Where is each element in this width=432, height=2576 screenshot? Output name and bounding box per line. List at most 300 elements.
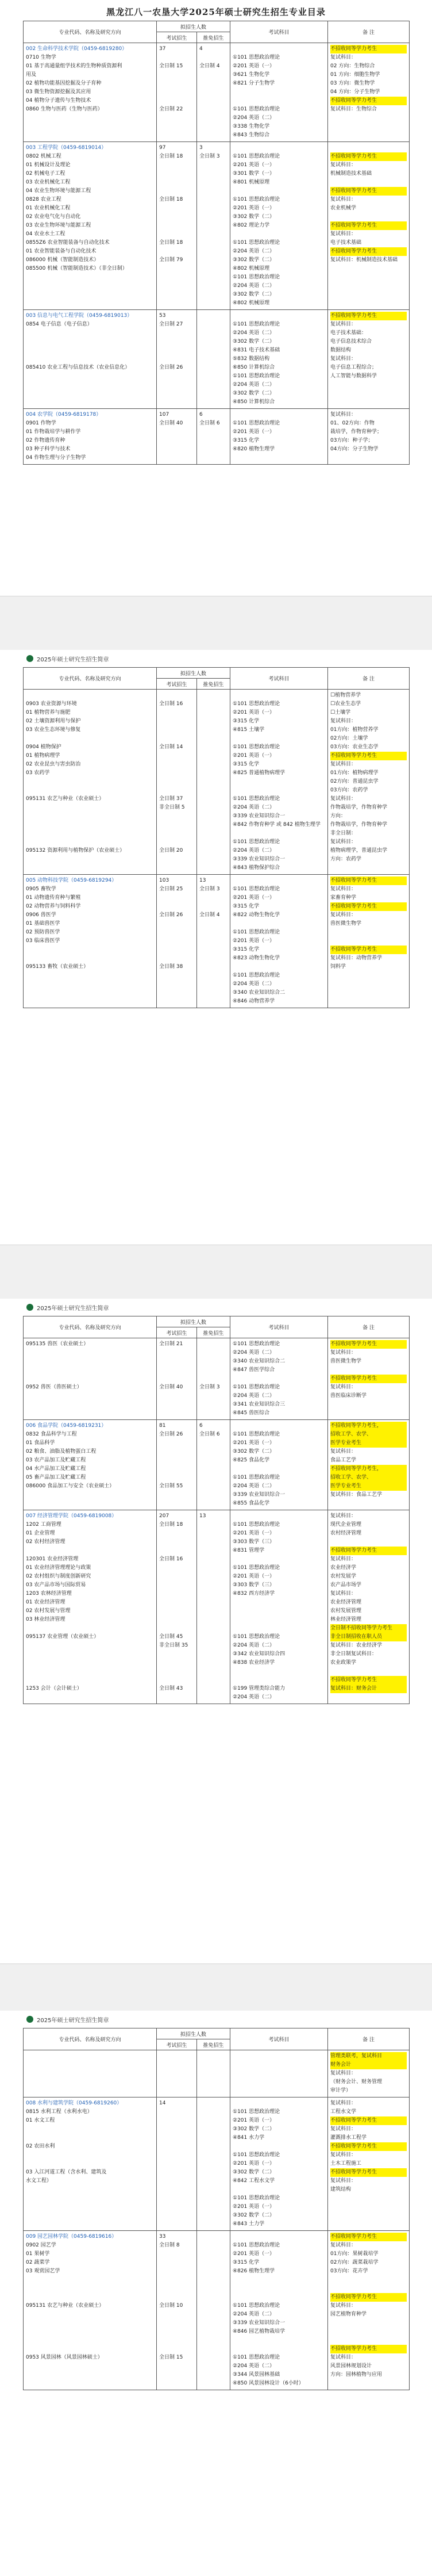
cell-line [330, 144, 407, 152]
cell-line: ④845 兽医综合 [233, 1410, 270, 1416]
cell-line [199, 1366, 227, 1375]
cell-line [199, 1667, 227, 1676]
cell-line: ③302 数学（二） [233, 2213, 275, 2218]
cell-line [199, 734, 227, 743]
cell-line [199, 700, 227, 709]
cell-line: 非全日制复试科目： [330, 1651, 377, 1657]
cell-line [159, 1456, 194, 1465]
major-cell [24, 310, 157, 409]
exam-subjects-cell [230, 2097, 328, 2231]
cell-line: 灌溉排水工程学 [330, 2135, 367, 2141]
cell-line: 农业政策学 [330, 1660, 357, 1666]
cell-line: ②201 英语（一） [233, 162, 275, 168]
cell-line [233, 2276, 325, 2284]
department-row [24, 2231, 410, 2390]
cell-line [159, 1529, 194, 1538]
notes-cell [328, 2050, 410, 2097]
cell-line [159, 161, 194, 170]
cell-line [199, 178, 227, 187]
cell-line: 全日制 21 [159, 1341, 183, 1347]
cell-line [199, 196, 227, 204]
cell-line: 园艺植物育种学 [330, 2311, 367, 2317]
cell-line [159, 1581, 194, 1590]
cell-line: ④850 计算机综合 [233, 399, 275, 405]
cell-line: ④847 兽医学综合 [233, 1367, 275, 1373]
cell-line [199, 2116, 227, 2125]
university-emblem-icon [26, 655, 33, 662]
cell-line: 复试科目： [330, 1384, 357, 1390]
cell-line [199, 812, 227, 821]
cell-line: 农产品市场学 [330, 1582, 362, 1588]
cell-line: ③302 数学（二） [233, 292, 275, 297]
cell-line: ④802 机械原理 [233, 300, 270, 306]
cell-line: 04 作物生理与分子生物学 [26, 455, 86, 461]
cell-line: 不招收同等学力考生 [330, 2293, 407, 2302]
cell-line [159, 2345, 194, 2353]
exam-quota-cell [157, 2050, 197, 2097]
cell-line [199, 2233, 227, 2241]
cell-line: 6 [199, 412, 203, 418]
cell-line [233, 2336, 325, 2345]
exam-subjects-cell [230, 43, 328, 142]
cell-line [26, 1624, 154, 1633]
cell-line [233, 2069, 325, 2078]
cell-line [159, 1624, 194, 1633]
major-cell [24, 2231, 157, 2390]
cell-line: 非全日制： [330, 830, 357, 836]
recommend-quota-cell [197, 142, 230, 310]
cell-line: 兽医微生物学 [330, 1358, 362, 1364]
cell-line: 01 果树学 [26, 2251, 50, 2257]
cell-line [159, 2250, 194, 2259]
cell-line [26, 2151, 154, 2160]
cell-line [233, 1555, 325, 1564]
cell-line: 复试科目： [330, 912, 357, 918]
cell-line [199, 247, 227, 256]
cell-line: 全日制 43 [159, 1686, 183, 1691]
cell-line [26, 1349, 154, 1357]
cell-line [199, 691, 227, 700]
cell-line: 007 经济管理学院（0459-6819008） [26, 1513, 117, 1519]
cell-line: 04方向：分子生物学 [330, 446, 379, 452]
cell-line: 97 [159, 145, 166, 151]
running-header [0, 1299, 432, 1316]
cell-line [199, 346, 227, 355]
cell-line: 02 机械电子工程 [26, 171, 65, 177]
page-gap [0, 596, 432, 651]
cell-line [199, 437, 227, 445]
cell-line: 03 农产品加工及贮藏工程 [26, 1457, 86, 1463]
cell-line: ④841 水力学 [233, 2135, 265, 2141]
document-title: 黑龙江八一农垦大学2025年硕士研究生招生专业目录 [106, 7, 326, 17]
recommend-quota-cell [197, 2231, 230, 2390]
cell-line: 全日制 6 [199, 420, 220, 426]
cell-line: 085500 机械（智能制造技术）（非全日制） [26, 266, 128, 271]
cell-line: 03 方向：微生物学 [330, 81, 375, 86]
cell-line [159, 2134, 194, 2142]
cell-line [26, 1357, 154, 1366]
cell-line: 003 工程学院（0459-6819014） [26, 145, 107, 151]
header-exam: 考试招生 [157, 1327, 197, 1338]
cell-line [199, 1598, 227, 1607]
cell-line [159, 2267, 194, 2276]
cell-line: 复试科目： [330, 2178, 357, 2184]
cell-line: ②204 英语（二） [233, 2363, 275, 2369]
cell-line [159, 726, 194, 734]
cell-line: 14 [159, 2100, 166, 2106]
cell-line: 兽医临床诊断学 [330, 1393, 367, 1399]
cell-line: 非全日制 5 [159, 805, 185, 810]
cell-line [199, 920, 227, 928]
cell-line [199, 1616, 227, 1624]
cell-line: 3 [199, 145, 203, 151]
cell-line: 0710 生物学 [26, 55, 56, 60]
cell-line: 全日制 45 [159, 1634, 183, 1640]
cell-line: ③315 化学 [233, 904, 260, 909]
cell-line [26, 821, 154, 829]
cell-line [199, 847, 227, 855]
cell-line [199, 71, 227, 79]
cell-line [233, 786, 325, 795]
cell-line: 33 [159, 2234, 166, 2240]
cell-line [233, 2078, 325, 2087]
header-notes: 备 注 [328, 21, 410, 43]
cell-line [159, 355, 194, 363]
cell-line [159, 1676, 194, 1685]
cell-line [26, 838, 154, 847]
notes-cell [328, 875, 410, 1008]
notes-cell [328, 43, 410, 142]
cell-line: 095131 农艺与种业（农业硕士） [26, 796, 105, 802]
cell-line: 复试科目： [330, 2303, 357, 2309]
cell-line: 03方向：农业生态学 [330, 744, 379, 750]
cell-line: 非全日制招收在职人员 [330, 1633, 407, 1641]
cell-line: ②201 英语（一） [233, 753, 275, 759]
cell-line [199, 312, 227, 320]
exam-subjects-cell [230, 142, 328, 310]
cell-line [26, 778, 154, 786]
cell-line [233, 1676, 325, 1685]
cell-line [159, 2310, 194, 2319]
cell-line: 全日制 8 [159, 2242, 180, 2248]
cell-line: 01 水文工程 [26, 2118, 55, 2123]
cell-line [26, 803, 154, 812]
cell-line [26, 1650, 154, 1659]
cell-line: ④825 普通植物病理学 [233, 770, 286, 776]
cell-line: ①101 思想政治理论 [233, 796, 280, 802]
exam-subjects-cell [230, 1338, 328, 1420]
cell-line: ①101 思想政治理论 [233, 240, 280, 246]
major-cell [24, 1510, 157, 1704]
cell-line: ①101 思想政治理论 [233, 886, 280, 892]
cell-line: 02 农村发展与管理 [26, 1608, 71, 1614]
cell-line [159, 2259, 194, 2267]
department-row [24, 1420, 410, 1510]
cell-line: 不招收同等学力考生 [330, 45, 407, 53]
header-quota: 拟招生人数 [157, 2028, 230, 2039]
cell-line: 家畜育种学 [330, 895, 357, 901]
cell-line [199, 1633, 227, 1641]
cell-line: ☐植物营养学 [330, 692, 361, 698]
cell-line: 建筑结构 [330, 2187, 352, 2192]
cell-line: 02 农田水利 [26, 2144, 55, 2149]
recommend-quota-cell [197, 1420, 230, 1510]
exam-quota-cell [157, 2097, 197, 2231]
cell-line [159, 454, 194, 462]
cell-line: 6 [199, 1423, 203, 1429]
cell-line: ②204 英语（二） [233, 382, 275, 388]
cell-line [233, 187, 325, 196]
cell-line: ①101 思想政治理论 [233, 154, 280, 159]
cell-line [159, 1375, 194, 1383]
cell-line: 095137 农业管理（农业硕士） [26, 1634, 99, 1640]
cell-line: 01 农业智能装备与自动化技术 [26, 248, 97, 254]
cell-line [159, 946, 194, 954]
cell-line: ①101 思想政治理论 [233, 929, 280, 935]
cell-line: ①101 思想政治理论 [233, 197, 280, 202]
cell-line [330, 1667, 407, 1676]
cell-line: 02 作物遗传育种 [26, 438, 65, 443]
cell-line [199, 355, 227, 363]
cell-line [199, 105, 227, 114]
cell-line: 03 农产品市场与国际贸易 [26, 1582, 86, 1588]
cell-line [199, 2125, 227, 2134]
cell-line: 植物病理学，普通昆虫学 [330, 848, 388, 853]
cell-line [199, 2267, 227, 2276]
cell-line: ②201 英语（一） [233, 2118, 275, 2123]
cell-line: 复试科目： [330, 839, 357, 845]
cell-line [199, 338, 227, 346]
recommend-quota-cell [197, 1338, 230, 1420]
cell-line: ⑥850 计算机综合 [233, 365, 275, 370]
major-cell [24, 1420, 157, 1510]
cell-line [199, 2336, 227, 2345]
cell-line [233, 2284, 325, 2293]
cell-line [159, 2328, 194, 2336]
cell-line [199, 2142, 227, 2151]
exam-quota-cell [157, 409, 197, 465]
cell-line: 电子信息技术综合 [330, 339, 372, 345]
cell-line: ③315 化学 [233, 718, 260, 724]
cell-line: 02 蔬菜学 [26, 2260, 50, 2265]
cell-line [159, 894, 194, 902]
cell-line [330, 2319, 407, 2328]
cell-line [199, 2345, 227, 2353]
cell-line [199, 2160, 227, 2168]
cell-line: ③302 数学（二） [233, 257, 275, 263]
cell-line: ①101 思想政治理论 [233, 1565, 280, 1571]
cell-line: 风景园林规划设计 [330, 2363, 372, 2369]
cell-line: ④826 植物生理学 [233, 2268, 275, 2274]
major-catalog-table [23, 667, 410, 1008]
cell-line: ①101 思想政治理论 [233, 2242, 280, 2248]
cell-line [199, 2250, 227, 2259]
cell-line [159, 1564, 194, 1572]
cell-line [26, 2336, 154, 2345]
cell-line: 04 农业水土工程 [26, 231, 65, 237]
cell-line: 复试科目： [330, 1513, 357, 1519]
header-exam: 考试招生 [157, 679, 197, 690]
cell-line: ①101 思想政治理论 [233, 1431, 280, 1437]
running-header-text: 2025年硕士研究生招生简章 [37, 2017, 109, 2024]
cell-line [199, 2151, 227, 2160]
cell-line: ④832 西方经济学 [233, 1591, 275, 1597]
cell-line: ①101 思想政治理论 [233, 2303, 280, 2309]
cell-line: 农村经济管理 [330, 1530, 362, 1536]
cell-line: 0855Z6 农业智能装备与自动化技术 [26, 240, 110, 246]
cell-line: 工程水文学 [330, 2109, 357, 2115]
cell-line: 全日制 27 [159, 321, 183, 327]
cell-line [233, 1512, 325, 1521]
cell-line: 0901 作物学 [26, 420, 56, 426]
cell-line [233, 230, 325, 239]
header-quota: 拟招生人数 [157, 1316, 230, 1327]
cell-line [233, 1607, 325, 1616]
cell-line [199, 786, 227, 795]
cell-line [159, 97, 194, 105]
cell-line [26, 1667, 154, 1676]
cell-line: ①101 思想政治理论 [233, 839, 280, 845]
cell-line: 0905 畜牧学 [26, 886, 56, 892]
cell-line [159, 778, 194, 786]
cell-line: 不招收同等学力考生 [330, 152, 407, 161]
cell-line: ①101 思想政治理论 [233, 2109, 280, 2115]
cell-line [26, 954, 154, 963]
cell-line [199, 1349, 227, 1357]
cell-line: ②204 英语（二） [233, 848, 275, 853]
cell-line [159, 2052, 194, 2061]
cell-line: 01方向：植物病理学 [330, 770, 379, 776]
cell-line [199, 778, 227, 786]
header-major: 专业代码、名称及研究方向 [24, 2028, 157, 2050]
cell-line [26, 2293, 154, 2302]
catalog-page [0, 1299, 432, 1963]
notes-cell [328, 142, 410, 310]
cell-line [199, 1555, 227, 1564]
exam-subjects-cell [230, 1420, 328, 1510]
cell-line [233, 1667, 325, 1676]
cell-line: ③302 数学（二） [233, 2126, 275, 2132]
cell-line: ③303 数学（三） [233, 1582, 275, 1588]
cell-line: 农业经济学 [330, 1565, 357, 1571]
cell-line: ④850 风景园林设计（6小时） [233, 2380, 304, 2386]
cell-line [26, 2310, 154, 2319]
cell-line: 0802 机械工程 [26, 154, 61, 159]
exam-quota-cell [157, 875, 197, 1008]
cell-line: 103 [159, 878, 169, 883]
cell-line [233, 2345, 325, 2353]
cell-line [26, 2061, 154, 2069]
cell-line: ②204 英语（二） [233, 981, 275, 987]
exam-subjects-cell [230, 2231, 328, 2390]
cell-line [330, 2328, 407, 2336]
cell-line [159, 838, 194, 847]
header-notes: 备 注 [328, 2028, 410, 2050]
cell-line: 复试科目：生物综合 [330, 106, 377, 112]
cell-line [199, 1340, 227, 1349]
cell-line [199, 1448, 227, 1456]
cell-line: 02方向：普通昆虫学 [330, 779, 379, 784]
cell-line: ②201 英语（一） [233, 2204, 275, 2210]
cell-line: ③344 风景园林基础 [233, 2372, 280, 2378]
cell-line: ③339 农业知识综合一 [233, 2320, 286, 2326]
cell-line: 095133 畜牧（农业硕士） [26, 964, 89, 970]
cell-line [199, 1547, 227, 1555]
cell-line [233, 411, 325, 419]
cell-line: ②204 英语（二） [233, 1643, 275, 1648]
cell-line [199, 1465, 227, 1473]
cell-line [199, 752, 227, 760]
cell-line: ③340 农业知识综合二 [233, 1358, 286, 1364]
cell-line: 37 [159, 46, 166, 52]
cell-line [233, 734, 325, 743]
cell-line: ④802 理论力学 [233, 223, 270, 228]
cell-line [159, 928, 194, 937]
cell-line: 095132 资源利用与植物保护（农业硕士） [26, 848, 125, 853]
cell-line [159, 734, 194, 743]
cell-line: 002 生命科学技术学院（0459-6819280） [26, 46, 128, 52]
cell-line: 004 农学院（0459-6819178） [26, 412, 102, 418]
cell-line: 01 植物病理学 [26, 753, 60, 759]
cell-line [26, 812, 154, 821]
cell-line [330, 937, 407, 946]
page-gap [0, 1245, 432, 1300]
cell-line: ③315 化学 [233, 438, 260, 443]
cell-line [159, 2160, 194, 2168]
cell-line [159, 1439, 194, 1448]
header-exam: 考试招生 [157, 2039, 197, 2050]
cell-line: 02 动物营养与饲料科学 [26, 904, 81, 909]
cell-line: 02方向：蔬菜栽培学 [330, 2260, 379, 2265]
cell-line: 不招收同等学力考生， [330, 1422, 407, 1430]
cell-line: 03 农业生物环境与能源工程 [26, 223, 91, 228]
cell-line: ④831 管理学 [233, 1548, 265, 1553]
exam-subjects-cell [230, 690, 328, 875]
cell-line: 03 入江河道工程（含水利、建筑及 [26, 2169, 107, 2175]
cell-line: 01 农业经济管理 [26, 1599, 65, 1605]
cell-line: 人工智能与数据科学 [330, 373, 377, 379]
cell-line [159, 691, 194, 700]
cell-line: ④825 食品化学 [233, 1457, 270, 1463]
cell-line [199, 428, 227, 437]
cell-line [26, 2125, 154, 2134]
running-header [0, 650, 432, 667]
cell-line: 全日制 4 [199, 63, 220, 69]
cell-line [26, 946, 154, 954]
cell-line [199, 2134, 227, 2142]
major-cell [24, 690, 157, 875]
recommend-quota-cell [197, 43, 230, 142]
cell-line: ②201 英语（一） [233, 63, 275, 69]
cell-line: 全日制 3 [199, 1384, 220, 1390]
cell-line [159, 1465, 194, 1473]
cell-line: 全日制 25 [159, 886, 183, 892]
cell-line [159, 187, 194, 196]
cell-line: 02 预防兽医学 [26, 929, 60, 935]
cell-line: 数据结构 [330, 347, 352, 353]
cell-line: 02 植物功能基因挖掘及分子育种 [26, 81, 102, 86]
cell-line: 电子技术基础 [330, 240, 362, 246]
cell-line [159, 213, 194, 221]
cell-line [233, 2099, 325, 2108]
cell-line: 不招收同等学力考生 [330, 247, 407, 256]
cell-line [159, 821, 194, 829]
cell-line: （财务会计、财务管理 [330, 2079, 383, 2085]
cell-line: 不招收同等学力考生 [330, 902, 407, 911]
cell-line [199, 963, 227, 971]
cell-line: 电子信息工程综合； [330, 365, 377, 370]
cell-line: 4 [199, 46, 203, 52]
